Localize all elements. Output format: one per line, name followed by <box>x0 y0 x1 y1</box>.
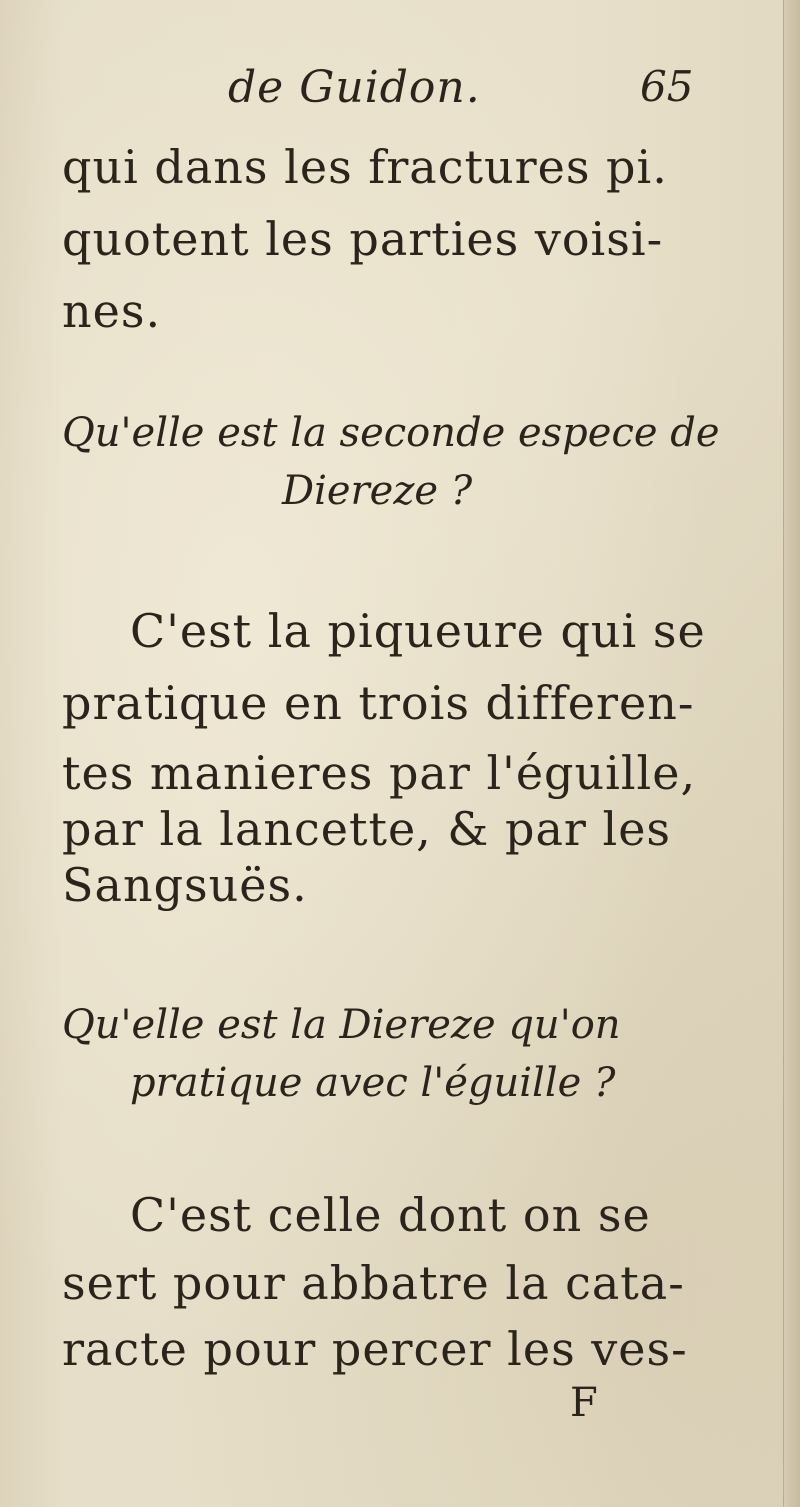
question-line: Qu'elle est la Diereze qu'on <box>62 1002 621 1048</box>
page-edge <box>783 0 800 1507</box>
body-line: nes. <box>62 284 162 338</box>
question-line: pratique avec l'éguille ? <box>130 1060 616 1106</box>
answer-line: C'est la piqueure qui se <box>130 604 706 658</box>
answer-line: par la lancette, & par les <box>62 802 672 856</box>
answer-line: pratique en trois differen- <box>62 676 695 730</box>
answer-line: sert pour abbatre la cata- <box>62 1256 685 1310</box>
answer-line: Sangsuës. <box>62 858 308 912</box>
running-title: de Guidon. <box>228 62 481 113</box>
body-line: qui dans les fractures pi. <box>62 140 668 194</box>
question-line: Diereze ? <box>282 468 473 514</box>
question-line: Qu'elle est la seconde espece de <box>62 410 720 456</box>
signature-mark: F <box>570 1380 598 1426</box>
answer-line: tes manieres par l'éguille, <box>62 746 697 800</box>
answer-line: racte pour percer les ves- <box>62 1322 688 1376</box>
page-number: 65 <box>640 62 694 111</box>
answer-line: C'est celle dont on se <box>130 1188 651 1242</box>
body-line: quotent les parties voisi- <box>62 212 664 266</box>
